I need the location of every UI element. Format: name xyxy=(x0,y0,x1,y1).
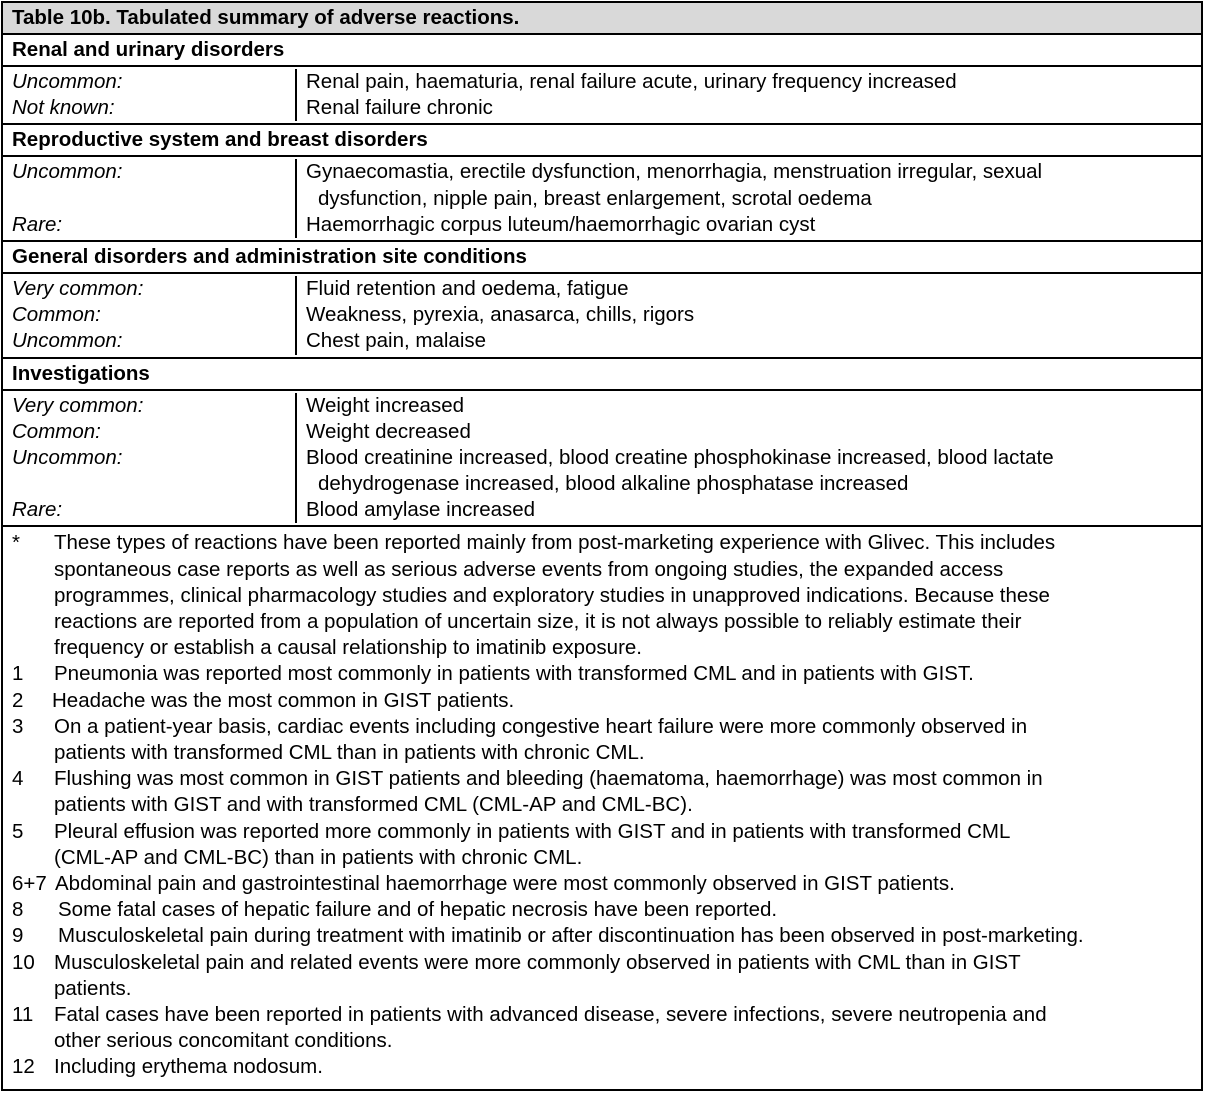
footnote xyxy=(12,661,1197,687)
footnote-line: patients. xyxy=(54,976,132,1000)
frequency-label: Rare: xyxy=(12,212,63,236)
footnote-mark: 11 xyxy=(12,1002,34,1026)
frequency-label: Very common: xyxy=(12,393,144,417)
frequency-label: Uncommon: xyxy=(12,160,123,184)
frequency-label: Not known: xyxy=(12,96,115,120)
footnote-text xyxy=(58,923,1197,949)
frequency-column xyxy=(3,393,297,524)
footnote xyxy=(12,714,1197,766)
footnote-line: Including erythema nodosum. xyxy=(54,1055,323,1079)
section-heading: Reproductive system and breast disorders xyxy=(3,125,1201,157)
frequency-label: Rare: xyxy=(12,498,63,522)
reactions-column xyxy=(297,276,1201,355)
footnote xyxy=(12,923,1197,949)
section-heading: Investigations xyxy=(3,359,1201,391)
footnote-line: (CML-AP and CML-BC) than in patients with chronic CML. xyxy=(54,845,583,869)
section-rows xyxy=(3,67,1201,125)
footnote xyxy=(12,530,1197,661)
footnote-mark: 12 xyxy=(12,1055,35,1079)
footnote xyxy=(12,1054,1197,1080)
footnote-text xyxy=(54,661,1197,687)
footnote-line: Pneumonia was reported most commonly in patients with transformed CML and in patients with GIST. xyxy=(54,662,974,686)
footnote-line: Headache was the most common in GIST patients. xyxy=(52,688,515,712)
footnote-line: Fatal cases have been reported in patients with advanced disease, severe infections, severe neutropenia and xyxy=(54,1002,1047,1026)
footnote xyxy=(12,950,1197,1002)
footnote-mark: 5 xyxy=(12,819,24,843)
footnote-mark: 2 xyxy=(12,688,24,712)
frequency-spacer xyxy=(12,186,295,212)
reactions-column xyxy=(297,159,1201,238)
footnotes xyxy=(3,527,1201,1080)
footnote-text xyxy=(54,1002,1197,1054)
footnote-line: Flushing was most common in GIST patients and bleeding (haematoma, haemorrhage) was most common in xyxy=(54,767,1043,791)
footnote-mark: 4 xyxy=(12,767,24,791)
footnote xyxy=(12,819,1197,871)
frequency-label: Common: xyxy=(12,303,101,327)
reaction-text: Renal failure chronic xyxy=(306,96,493,120)
footnote xyxy=(12,1002,1197,1054)
footnote-text xyxy=(54,530,1197,661)
reactions-column xyxy=(297,393,1201,524)
section-rows xyxy=(3,391,1201,528)
footnote-mark: 10 xyxy=(12,950,35,974)
frequency-label: Very common: xyxy=(12,276,144,300)
section-heading: General disorders and administration site conditions xyxy=(3,242,1201,274)
footnote-mark: 9 xyxy=(12,924,24,948)
footnote-line: Musculoskeletal pain during treatment with imatinib or after discontinuation has been observed in post-marketing. xyxy=(58,924,1084,948)
footnote-line: Musculoskeletal pain and related events were more commonly observed in patients with CML than in GIST xyxy=(54,950,1021,974)
reaction-text: Renal pain, haematuria, renal failure acute, urinary frequency increased xyxy=(306,70,957,93)
footnote-text xyxy=(54,766,1197,818)
footnote-mark: 3 xyxy=(12,714,24,738)
footnote-line: patients with GIST and with transformed CML (CML-AP and CML-BC). xyxy=(54,793,693,817)
footnote xyxy=(12,688,1197,714)
reaction-text: Weight increased xyxy=(306,393,465,417)
reaction-text: Fluid retention and oedema, fatigue xyxy=(306,276,629,300)
reaction-text: Weakness, pyrexia, anasarca, chills, rigors xyxy=(306,303,695,327)
footnote-line: Abdominal pain and gastrointestinal haemorrhage were most commonly observed in GIST patients. xyxy=(55,871,955,895)
reactions-column xyxy=(297,69,1201,121)
footnote-text xyxy=(54,950,1197,1002)
section-rows xyxy=(3,274,1201,359)
reaction-text: Weight decreased xyxy=(306,419,471,443)
footnote-text xyxy=(52,688,1197,714)
frequency-label: Uncommon: xyxy=(12,329,123,353)
footnote-line: patients with transformed CML than in patients with chronic CML. xyxy=(54,740,645,764)
frequency-label: Common: xyxy=(12,419,101,443)
frequency-column xyxy=(3,276,297,355)
frequency-column xyxy=(3,69,297,121)
frequency-label: Uncommon: xyxy=(12,70,123,93)
section-rows xyxy=(3,157,1201,242)
footnote-text xyxy=(55,871,1197,897)
table-body xyxy=(3,35,1201,527)
section-heading: Renal and urinary disorders xyxy=(3,35,1201,67)
footnote-line: frequency or establish a causal relationship to imatinib exposure. xyxy=(54,636,642,660)
footnote-text xyxy=(54,714,1197,766)
table-title: Table 10b. Tabulated summary of adverse reactions. xyxy=(3,3,1201,35)
footnote-line: Some fatal cases of hepatic failure and of hepatic necrosis have been reported. xyxy=(58,898,778,922)
reaction-text: Gynaecomastia, erectile dysfunction, menorrhagia, menstruation irregular, sexual xyxy=(306,160,1043,184)
footnote-line: Pleural effusion was reported more commonly in patients with GIST and in patients with transformed CML xyxy=(54,819,1011,843)
footnote xyxy=(12,897,1197,923)
footnote-line: programmes, clinical pharmacology studies and exploratory studies in unapproved indications. Because these xyxy=(54,583,1050,607)
reaction-text: Haemorrhagic corpus luteum/haemorrhagic ovarian cyst xyxy=(306,212,816,236)
footnote-mark: 6+7 xyxy=(12,871,47,895)
footnote-mark: * xyxy=(12,531,20,555)
frequency-label: Uncommon: xyxy=(12,445,123,469)
footnote-line: reactions are reported from a population of uncertain size, it is not always possible to reliably estimate their xyxy=(54,610,1022,633)
footnote-line: other serious concomitant conditions. xyxy=(54,1029,393,1053)
reaction-text: Blood amylase increased xyxy=(306,498,536,522)
footnote xyxy=(12,871,1197,897)
reaction-text: dysfunction, nipple pain, breast enlargement, scrotal oedema xyxy=(318,186,872,210)
footnote xyxy=(12,766,1197,818)
reaction-text: Chest pain, malaise xyxy=(306,329,487,353)
reaction-text: dehydrogenase increased, blood alkaline phosphatase increased xyxy=(318,472,909,496)
footnote-text xyxy=(58,897,1197,923)
footnote-line: These types of reactions have been reported mainly from post-marketing experience with Glivec. This includes xyxy=(54,531,1056,555)
footnote-line: spontaneous case reports as well as serious adverse events from ongoing studies, the expanded access xyxy=(54,557,1004,581)
footnote-text xyxy=(54,819,1197,871)
footnote-mark: 1 xyxy=(12,662,24,686)
frequency-column xyxy=(3,159,297,238)
footnote-mark: 8 xyxy=(12,898,24,922)
frequency-spacer xyxy=(12,471,295,497)
footnote-line: On a patient-year basis, cardiac events including congestive heart failure were more commonly observed in xyxy=(54,714,1028,738)
footnote-text xyxy=(54,1054,1197,1080)
reaction-text: Blood creatinine increased, blood creatine phosphokinase increased, blood lactate xyxy=(306,445,1054,469)
adverse-reactions-table xyxy=(1,1,1203,1091)
